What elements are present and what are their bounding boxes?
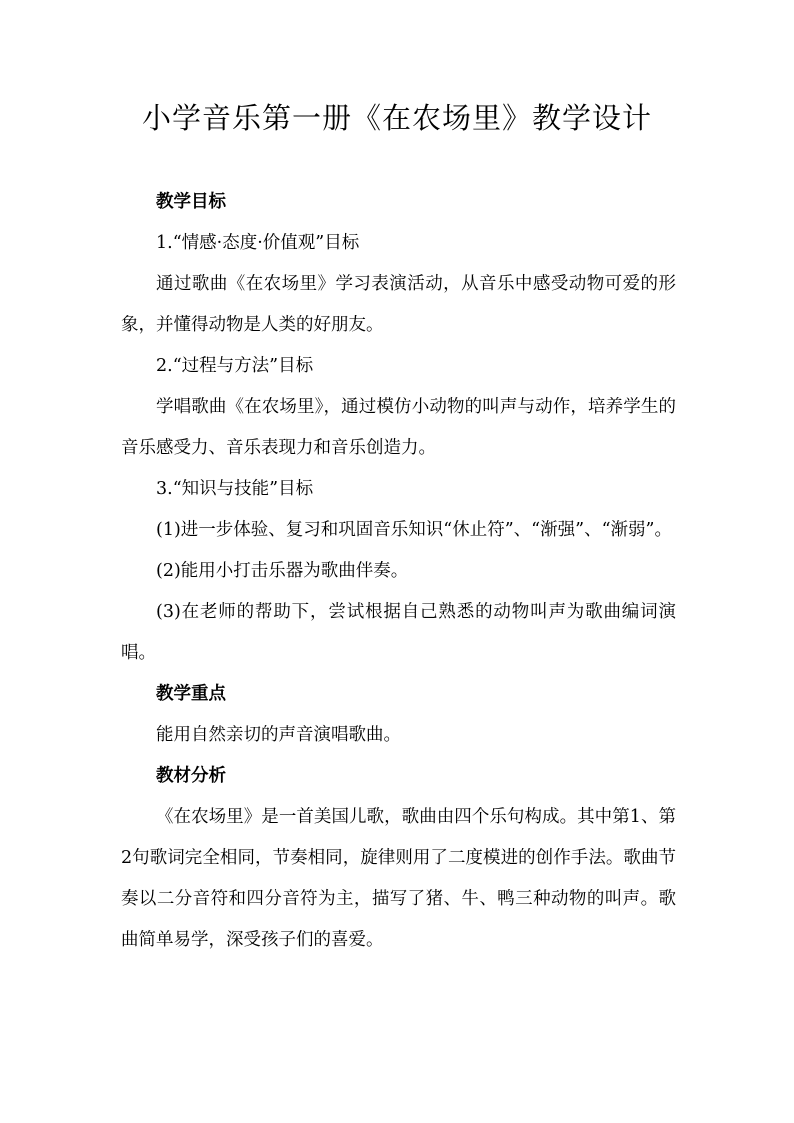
goal-2-text: 学唱歌曲《在农场里》，通过模仿小动物的叫声与动作，培养学生的音乐感受力、音乐表现力和音乐创造力。 <box>121 397 676 458</box>
section-heading-analysis: 教材分析 <box>156 766 226 786</box>
section-heading-goals: 教学目标 <box>156 192 226 212</box>
section-heading-focus: 教学重点 <box>156 684 226 704</box>
goal-3-sub-3: (3)在老师的帮助下，尝试根据自己熟悉的动物叫声为歌曲编词演唱。 <box>121 602 676 663</box>
document-title: 小学音乐第一册《在农场里》教学设计 <box>141 101 652 135</box>
goal-3-sub-2: (2)能用小打击乐器为歌曲伴奏。 <box>156 561 409 581</box>
goal-1-text: 通过歌曲《在农场里》学习表演活动，从音乐中感受动物可爱的形象，并懂得动物是人类的好朋友。 <box>121 274 676 335</box>
goal-3-heading: 3.“知识与技能”目标 <box>156 479 314 499</box>
goal-2-heading: 2.“过程与方法”目标 <box>156 356 314 376</box>
analysis-text: 《在农场里》是一首美国儿歌，歌曲由四个乐句构成。其中第1、第2句歌词完全相同，节奏相同，旋律则用了二度模进的创作手法。歌曲节奏以二分音符和四分音符为主，描写了猪、牛、鸭三种动物的叫声。歌曲简单易学，深受孩子们的喜爱。 <box>121 807 676 950</box>
document-body <box>121 182 676 961</box>
goal-1-heading: 1.“情感·态度·价值观”目标 <box>156 233 360 253</box>
focus-text: 能用自然亲切的声音演唱歌曲。 <box>156 725 401 745</box>
goal-3-sub-1: (1)进一步体验、复习和巩固音乐知识“休止符”、“渐强”、“渐弱”。 <box>156 520 672 540</box>
